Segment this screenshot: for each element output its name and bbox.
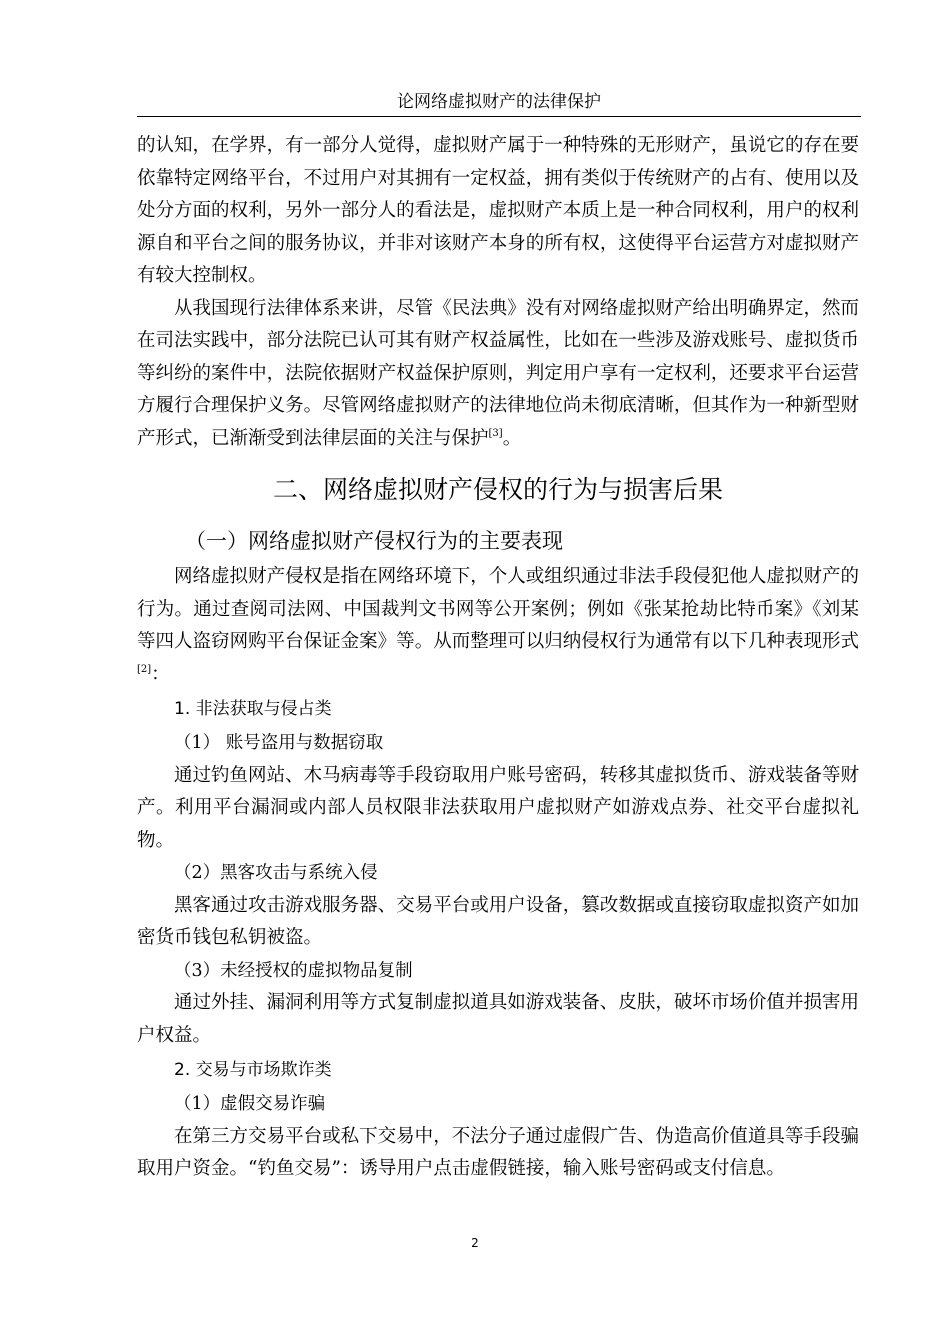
paragraph-unauthorized-copy: 通过外挂、漏洞利用等方式复制虚拟道具如游戏装备、皮肤，破坏市场价值并损害用户权益。: [137, 992, 859, 1046]
paragraph-legal-system-text: 从我国现行法律体系来讲，尽管《民法典》没有对网络虚拟财产给出明确界定，然而在司法实践中，部分法院已认可其有财产权益属性，比如在一些涉及游戏账号、虚拟货币等纠纷的案件中，法院依据财产权益保护原则，判定用户享有一定权利，还要求平台运营方履行合理保护义务。尽管网络虚拟财产的法律地位尚未彻底清晰，但其作为一种新型财产形式，已渐渐受到法律层面的关注与保护: [137, 297, 859, 449]
paragraph-legal-system: [137, 293, 859, 456]
body-text: [137, 130, 859, 1186]
header-rule: [137, 116, 861, 117]
section-heading: 二、网络虚拟财产侵权的行为与损害后果: [272, 475, 723, 504]
subsection-heading: （一）网络虚拟财产侵权行为的主要表现: [185, 529, 563, 553]
paragraph-infringement-definition-end: ：: [151, 663, 170, 685]
item-heading-hacker-attack: （2）黑客攻击与系统入侵: [174, 863, 378, 883]
item-heading-account-theft: （1） 账号盗用与数据窃取: [174, 733, 384, 753]
paragraph-academic-views: 的认知，在学界，有一部分人觉得，虚拟财产属于一种特殊的无形财产，虽说它的存在要依靠特定网络平台，不过用户对其拥有一定权益，拥有类似于传统财产的占有、使用以及处分方面的权利，另外一部分人的看法是，虚拟财产本质上是一种合同权利，用户的权利源自和平台之间的服务协议，并非对该财产本身的所有权，这使得平台运营方对虚拟财产有较大控制权。: [137, 135, 859, 286]
paragraph-account-theft: 通过钓鱼网站、木马病毒等手段窃取用户账号密码，转移其虚拟货币、游戏装备等财产。利用平台漏洞或内部人员权限非法获取用户虚拟财产如游戏点券、社交平台虚拟礼物。: [137, 764, 859, 851]
category-heading-trade-fraud: 2. 交易与市场欺诈类: [174, 1060, 332, 1080]
paragraph-false-trade: 在第三方交易平台或私下交易中，不法分子通过虚假广告、伪造高价值道具等手段骗取用户资金。“钓鱼交易”：诱导用户点击虚假链接，输入账号密码或支付信息。: [137, 1125, 859, 1179]
paragraph-infringement-definition: [137, 561, 859, 691]
citation-3: [3]: [488, 427, 503, 439]
category-heading-illegal-acquisition: 1. 非法获取与侵占类: [174, 699, 332, 719]
paragraph-hacker-attack: 黑客通过攻击游戏服务器、交易平台或用户设备，篡改数据或直接窃取虚拟资产如加密货币钱包私钥被盗。: [137, 894, 859, 948]
paragraph-infringement-definition-text: 网络虚拟财产侵权是指在网络环境下，个人或组织通过非法手段侵犯他人虚拟财产的行为。通过查阅司法网、中国裁判文书网等公开案例；例如《张某抢劫比特币案》《刘某等四人盗窃网购平台保证金案》等。从而整理可以归纳侵权行为通常有以下几种表现形式: [137, 566, 859, 652]
paragraph-legal-system-end: 。: [502, 427, 522, 449]
page-number: 2: [471, 1236, 479, 1250]
citation-2: [2]: [137, 663, 152, 675]
item-heading-unauthorized-copy: （3）未经授权的虚拟物品复制: [174, 960, 413, 981]
running-header: 论网络虚拟财产的法律保护: [397, 92, 601, 112]
item-heading-false-trade: （1）虚假交易诈骗: [174, 1094, 326, 1114]
